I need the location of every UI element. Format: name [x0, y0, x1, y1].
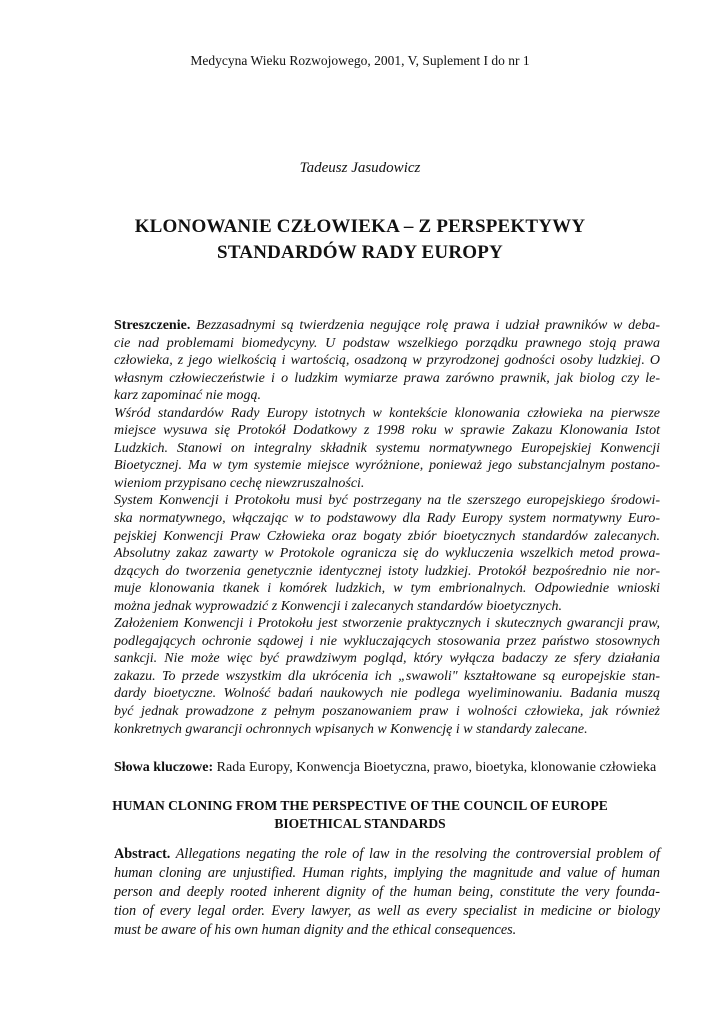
abstract-pl-line: sankcji. Nie może więc być prawdziwym pogląd, który wyłącza badaczy ze sfery działania [114, 651, 660, 667]
abstract-en-line: tion of every legal order. Every lawyer, as well as every specialist in medicine or biology [114, 903, 660, 919]
english-title [80, 797, 640, 833]
abstract-pl-line: można jednak wyprowadzić z Konwencji i zalecanych standardów bioetycznych. [114, 598, 563, 614]
abstract-pl-line: Założeniem Konwencji i Protokołu jest stworzenie praktycznych i skutecznych gwarancji praw, [114, 616, 660, 632]
article-title-line: STANDARDÓW RADY EUROPY [217, 242, 503, 263]
english-title-line: BIOETHICAL STANDARDS [274, 816, 446, 831]
abstract-pl-line: miejsce wysuwa się Protokół Dodatkowy z 1998 roku w sprawie Zakazu Klonowania Istot [114, 423, 660, 439]
abstract-en [114, 845, 660, 940]
abstract-en-line: Allegations negating the role of law in the resolving the controversial problem of [175, 846, 660, 862]
english-title-line: HUMAN CLONING FROM THE PERSPECTIVE OF THE COUNCIL OF EUROPE [112, 798, 608, 813]
abstract-pl-line: być jednak prowadzone z pełnym poszanowaniem praw i wolności człowieka, jak również [114, 704, 660, 720]
abstract-en-label: Abstract. [114, 846, 171, 862]
article-title [80, 214, 640, 266]
abstract-pl-line: człowieka, z jego wielkością i wartością, osadzoną w przyrodzonej godności osoby ludzkiej. O [114, 353, 660, 369]
abstract-pl-line: dardy bioetyczne. Wolność badań naukowych nie podlega wyeliminowaniu. Badania muszą [114, 686, 660, 702]
abstract-pl-line: Wśród standardów Rady Europy istotnych w kontekście klonowania człowieka na pierwsze [114, 405, 660, 421]
journal-header: Medycyna Wieku Rozwojowego, 2001, V, Suplement I do nr 1 [190, 53, 530, 68]
abstract-pl-line: System Konwencji i Protokołu musi być postrzegany na tle szerszego europejskiego środowi- [114, 493, 660, 509]
abstract-pl-line: pejskiej Konwencji Praw Człowieka oraz bogaty zbiór bioetycznych standardów zalecanych. [114, 528, 660, 544]
keywords-pl [114, 760, 660, 776]
abstract-pl-line: wieniom przypisano cechę niewzruszalności. [114, 475, 365, 491]
abstract-pl-label: Streszczenie. [114, 318, 191, 333]
keywords-pl-text: Rada Europy, Konwencja Bioetyczna, prawo, bioetyka, klonowanie człowieka [216, 760, 657, 775]
abstract-en-line: human cloning are unjustified. Human rights, implying the magnitude and value of human [114, 865, 660, 881]
abstract-pl-line: muje klonowania tkanek i komórek ludzkich, w tym embrionalnych. Odpowiednie wnioski [114, 581, 660, 597]
abstract-pl-line: Absolutny zakaz zawarty w Protokole ogranicza się do wykluczenia wszelkich metod prowa- [114, 546, 660, 562]
abstract-pl-line: własnym człowieczeństwie i o ludzkim wymiarze prawa zarówno prawnik, jak biolog czy le- [114, 370, 660, 386]
abstract-pl-line: ska normatywnego, włączając w to podstawowy dla Rady Europy system normatywny Euro- [114, 511, 660, 527]
abstract-pl-line: Bioetycznej. Ma w tym systemie miejsce wyróżnione, ponieważ jego substancjalnym postano- [114, 458, 660, 474]
abstract-pl-line: dzących do tworzenia genetycznie identycznej istoty ludzkiej. Protokół bezpośrednio nie nor- [114, 563, 660, 579]
abstract-pl-line: karz zapominać nie mogą. [114, 388, 261, 404]
keywords-pl-label: Słowa kluczowe: [114, 760, 214, 775]
abstract-pl-line: konkretnych gwarancji ochronnych wpisanych w Konwencję i w standardy zalecane. [114, 721, 588, 737]
author-name: Tadeusz Jasudowicz [299, 160, 421, 176]
abstract-pl-line: Ludzkich. Stanowi on integralny składnik systemu normatywnego Europejskiej Konwencji [114, 440, 660, 456]
abstract-pl-line: podlegających ochronie sądowej i nie wykluczających stosowania przez państwo stosownych [114, 633, 660, 649]
abstract-en-line: person and deeply rooted inherent dignity of the human being, constitute the very founda- [114, 884, 660, 900]
article-title-line: KLONOWANIE CZŁOWIEKA – Z PERSPEKTYWY [134, 216, 586, 237]
abstract-pl-line: cie nad problemami biomedycyny. U podstaw wszelkiego porządku prawnego stoją prawa [114, 335, 660, 351]
abstract-pl-line: zakazu. To przede wszystkim dla ukrócenia ich „swawoli" kształtowane są europejskie stan- [114, 668, 660, 684]
abstract-pl [114, 317, 660, 738]
abstract-pl-line: Bezzasadnymi są twierdzenia negujące rolę prawa i udział prawników w deba- [196, 318, 660, 333]
abstract-en-line: must be aware of his own human dignity and the ethical consequences. [114, 922, 517, 938]
